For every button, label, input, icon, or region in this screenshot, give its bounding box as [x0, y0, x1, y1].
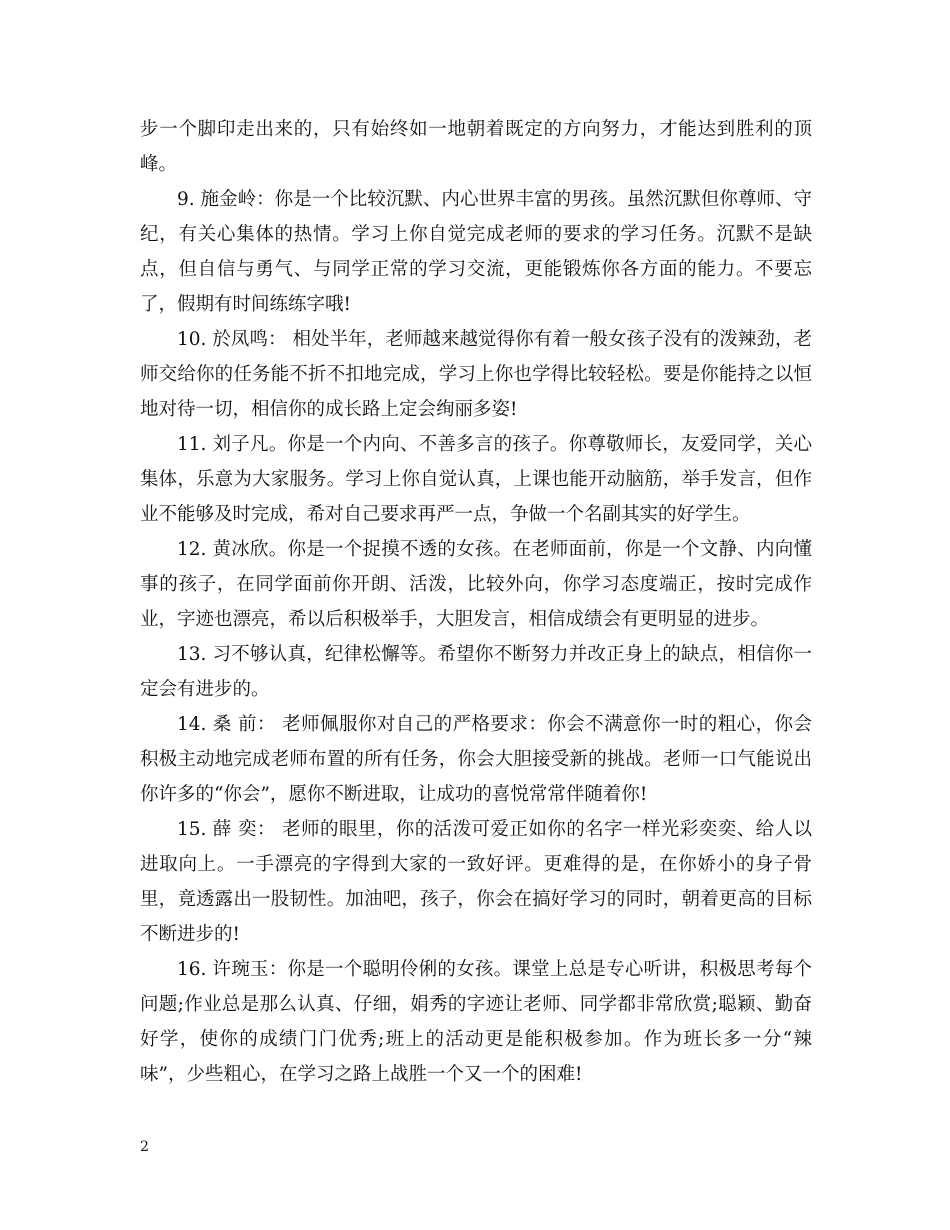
comment-item-12: 12. 黄冰欣。你是一个捉摸不透的女孩。在老师面前，你是一个文静、内向懂事的孩子，在同学面前你开朗、活泼，比较外向，你学习态度端正，按时完成作业，字迹也漂亮，希以后积极举手，大胆发言，相信成绩会有更明显的进步。: [140, 539, 812, 630]
document-body: [140, 112, 812, 1092]
comment-item-11: 11. 刘子凡。你是一个内向、不善多言的孩子。你尊敬师长，友爱同学，关心集体，乐意为大家服务。学习上你自觉认真，上课也能开动脑筋，举手发言，但作业不能够及时完成，希对自己要求再严一点，争做一个名副其实的好学生。: [140, 434, 812, 525]
comment-item-10: 10. 於凤鸣： 相处半年，老师越来越觉得你有着一般女孩子没有的泼辣劲，老师交给你的任务能不折不扣地完成，学习上你也学得比较轻松。要是你能持之以恒地对待一切，相信你的成长路上定会绚丽多姿!: [140, 329, 812, 420]
comment-item-13: 13. 习不够认真，纪律松懈等。希望你不断努力并改正身上的缺点，相信你一定会有进步的。: [140, 644, 812, 700]
comment-item-16: 16. 许琬玉：你是一个聪明伶俐的女孩。课堂上总是专心听讲，积极思考每个问题;作业总是那么认真、仔细，娟秀的字迹让老师、同学都非常欣赏;聪颖、勤奋好学，使你的成绩门门优秀;班上的活动更是能积极参加。作为班长多一分“辣味”，少些粗心，在学习之路上战胜一个又一个的困难!: [140, 959, 812, 1085]
comment-item-9: 9. 施金岭：你是一个比较沉默、内心世界丰富的男孩。虽然沉默但你尊师、守纪，有关心集体的热情。学习上你自觉完成老师的要求的学习任务。沉默不是缺点，但自信与勇气、与同学正常的学习交流，更能锻炼你各方面的能力。不要忘了，假期有时间练练字哦!: [140, 189, 812, 315]
paragraph-continuation: 步一个脚印走出来的，只有始终如一地朝着既定的方向努力，才能达到胜利的顶峰。: [140, 119, 812, 175]
page-number: 2: [140, 1139, 149, 1155]
comment-item-14: 14. 桑 前： 老师佩服你对自己的严格要求：你会不满意你一时的粗心，你会积极主动地完成老师布置的所有任务，你会大胆接受新的挑战。老师一口气能说出你许多的“你会”，愿你不断进取，让成功的喜悦常常伴随着你!: [140, 714, 812, 805]
comment-item-15: 15. 薛 奕： 老师的眼里，你的活泼可爱正如你的名字一样光彩奕奕、给人以进取向上。一手漂亮的字得到大家的一致好评。更难得的是，在你娇小的身子骨里，竟透露出一股韧性。加油吧，孩子，你会在搞好学习的同时，朝着更高的目标不断进步的!: [140, 819, 812, 945]
